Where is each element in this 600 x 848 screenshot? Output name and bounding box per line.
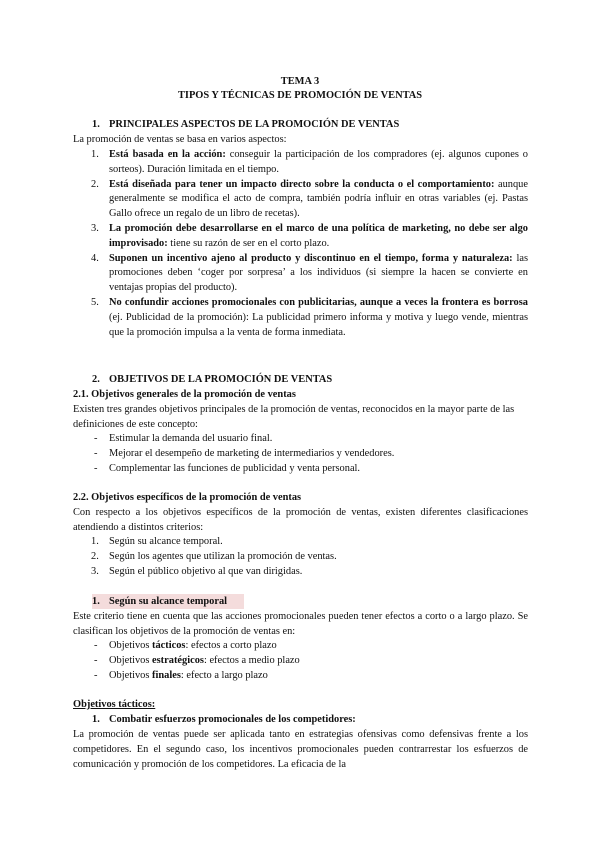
- item-text: Según los agentes que utilizan la promoción de ventas.: [109, 550, 337, 562]
- list-marker: 3.: [91, 222, 99, 234]
- temporal-title: Según su alcance temporal: [109, 596, 228, 607]
- temporal-intro: Este criterio tiene en cuenta que las acciones promocionales pueden tener efectos a corto o a largo plazo. Se clasifican los objetivos de la promoción de ventas en:: [73, 611, 528, 637]
- list-item: [73, 447, 528, 462]
- item-pre: Objetivos: [109, 654, 153, 666]
- list-marker: 1.: [91, 536, 99, 547]
- tacticos-item-number: 1.: [92, 714, 100, 725]
- list-marker: -: [94, 669, 98, 681]
- section-1-list: [73, 148, 528, 340]
- item-bold: No confundir acciones promocionales con publicitarias, aunque a veces la frontera es borrosa: [109, 296, 528, 308]
- list-item: [73, 462, 528, 477]
- tacticos-item-heading: [92, 713, 356, 728]
- list-item: [73, 669, 528, 684]
- list-item: [73, 296, 528, 340]
- item-bold: Está diseñada para tener un impacto directo sobre la conducta o el comportamiento:: [109, 178, 495, 190]
- temporal-number: 1.: [92, 596, 100, 607]
- item-post: : efecto a largo plazo: [180, 669, 268, 681]
- list-marker: -: [94, 654, 98, 666]
- item-post: : efectos a medio plazo: [203, 654, 300, 666]
- item-text: las promociones deben ‘coger por sorpresa’ a los individuos (si siempre la hacen se convierte en ventajas propias del producto).: [109, 252, 529, 294]
- list-marker: -: [94, 433, 98, 444]
- tacticos-heading: [73, 698, 528, 713]
- item-bold: La promoción debe desarrollarse en el marco de una política de marketing, no debe ser algo improvisado:: [109, 222, 528, 249]
- list-item: [73, 565, 528, 580]
- list-item: [73, 148, 528, 178]
- item-bold: Está basada en la acción:: [109, 149, 226, 160]
- item-text: (ej. Publicidad de la promoción): La publicidad primero informa y motiva y luego vende, mientras que la promoción impulsa a la venta de forma inmediata.: [109, 311, 528, 338]
- subsection-2-1-intro: Existen tres grandes objetivos principales de la promoción de ventas, reconocidos en la mayor parte de las definiciones de este concepto:: [73, 404, 515, 430]
- item-text: conseguir la participación de los compradores (ej. algunos cupones o sorteos). Duración limitada en el tiempo.: [109, 149, 529, 175]
- section-1-intro: La promoción de ventas se basa en varios aspectos:: [73, 134, 287, 145]
- topic-subtitle: TIPOS Y TÉCNICAS DE PROMOCIÓN DE VENTAS: [177, 90, 423, 101]
- tacticos-title: Objetivos tácticos:: [73, 699, 156, 710]
- list-marker: -: [94, 462, 98, 474]
- list-item: [73, 535, 528, 550]
- item-text: aunque generalmente se modifica el acto de compra, también podría influir en otras variables (ej. Pastas Gallo ofrece un regalo de un libro de recetas).: [109, 178, 528, 220]
- subsection-2-2-heading: 2.2. Objetivos específicos de la promoción de ventas: [73, 492, 302, 503]
- subsection-2-1-heading: 2.1. Objetivos generales de la promoción de ventas: [73, 389, 296, 400]
- item-pre: Objetivos: [109, 640, 153, 651]
- section-1-heading: [92, 118, 399, 133]
- section-2-heading: [92, 373, 332, 388]
- list-marker: -: [94, 640, 98, 651]
- item-text: Según el público objetivo al que van dirigidas.: [109, 565, 303, 577]
- tacticos-paragraph: La promoción de ventas puede ser aplicada tanto en estrategias ofensivas como defensivas frente a los competidores. En el segundo caso, los incentivos promocionales pueden contrarrestar los esfuerzos de comunicación y promoción de los competidores. La eficacia de la: [73, 729, 528, 770]
- item-text: Estimular la demanda del usuario final.: [109, 433, 273, 444]
- item-post: : efectos a corto plazo: [185, 640, 277, 651]
- item-text: Complementar las funciones de publicidad y venta personal.: [109, 462, 361, 474]
- list-item: [73, 252, 528, 296]
- list-item: [73, 639, 528, 654]
- list-item: [73, 550, 528, 565]
- subsection-2-2-intro: Con respecto a los objetivos específicos de la promoción de ventas, existen diferentes clasificaciones atendiendo a distintos criterios:: [73, 507, 528, 533]
- list-item: [73, 654, 528, 669]
- list-marker: 1.: [91, 149, 99, 160]
- item-text: Según su alcance temporal.: [109, 536, 223, 547]
- tacticos-item-title: Combatir esfuerzos promocionales de los competidores:: [109, 714, 356, 725]
- item-bold: tácticos: [152, 640, 186, 651]
- item-text: tiene su razón de ser en el corto plazo.: [167, 237, 330, 249]
- item-pre: Objetivos: [109, 669, 153, 681]
- item-bold: finales: [152, 669, 181, 681]
- subsection-2-1-list: [73, 432, 528, 476]
- list-item: [73, 432, 528, 447]
- topic-title: TEMA 3: [280, 76, 320, 87]
- section-1-title: PRINCIPALES ASPECTOS DE LA PROMOCIÓN DE VENTAS: [109, 119, 400, 130]
- list-marker: 4.: [91, 252, 99, 264]
- list-marker: 2.: [91, 178, 99, 190]
- section-1-number: 1.: [92, 119, 100, 130]
- list-item: [73, 178, 528, 222]
- temporal-list: [73, 639, 528, 683]
- list-marker: 2.: [91, 550, 99, 562]
- section-2-number: 2.: [92, 374, 100, 385]
- list-marker: -: [94, 447, 98, 459]
- section-2-title: OBJETIVOS DE LA PROMOCIÓN DE VENTAS: [109, 374, 333, 385]
- subsection-2-2-list: [73, 535, 528, 579]
- item-text: Mejorar el desempeño de marketing de intermediarios y vendedores.: [109, 447, 395, 459]
- item-bold: estratégicos: [152, 654, 204, 666]
- list-item: [73, 222, 528, 252]
- list-marker: 3.: [91, 565, 99, 577]
- list-marker: 5.: [91, 296, 99, 308]
- temporal-heading: [92, 595, 227, 610]
- item-bold: Suponen un incentivo ajeno al producto y discontinuo en el tiempo, forma y naturaleza:: [109, 252, 513, 264]
